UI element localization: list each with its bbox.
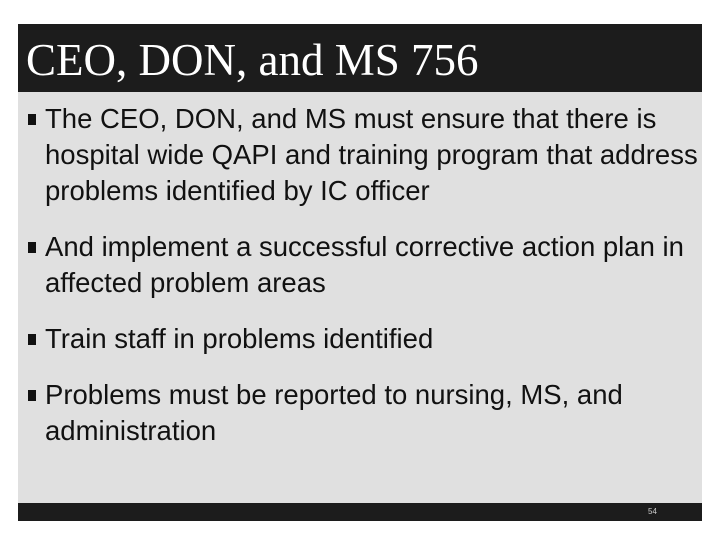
square-bullet-icon: [28, 390, 36, 401]
footer-bar: [18, 503, 702, 521]
bullet-item: [28, 321, 698, 357]
square-bullet-icon: [28, 114, 36, 125]
bullet-item: [28, 377, 698, 449]
bullet-item: [28, 101, 698, 209]
slide-title: CEO, DON, and MS 756: [26, 35, 479, 85]
slide: [18, 24, 702, 521]
page-number: 54: [648, 507, 657, 516]
title-bar: [18, 24, 702, 92]
square-bullet-icon: [28, 242, 36, 253]
bullet-text: Problems must be reported to nursing, MS, and administration: [45, 379, 623, 446]
bullet-list: [28, 101, 698, 469]
bullet-item: [28, 229, 698, 301]
bullet-text: Train staff in problems identified: [45, 323, 434, 354]
bullet-text: And implement a successful corrective action plan in affected problem areas: [45, 231, 684, 298]
square-bullet-icon: [28, 334, 36, 345]
bullet-text: The CEO, DON, and MS must ensure that there is hospital wide QAPI and training program that address problems identified by IC officer: [45, 103, 698, 206]
